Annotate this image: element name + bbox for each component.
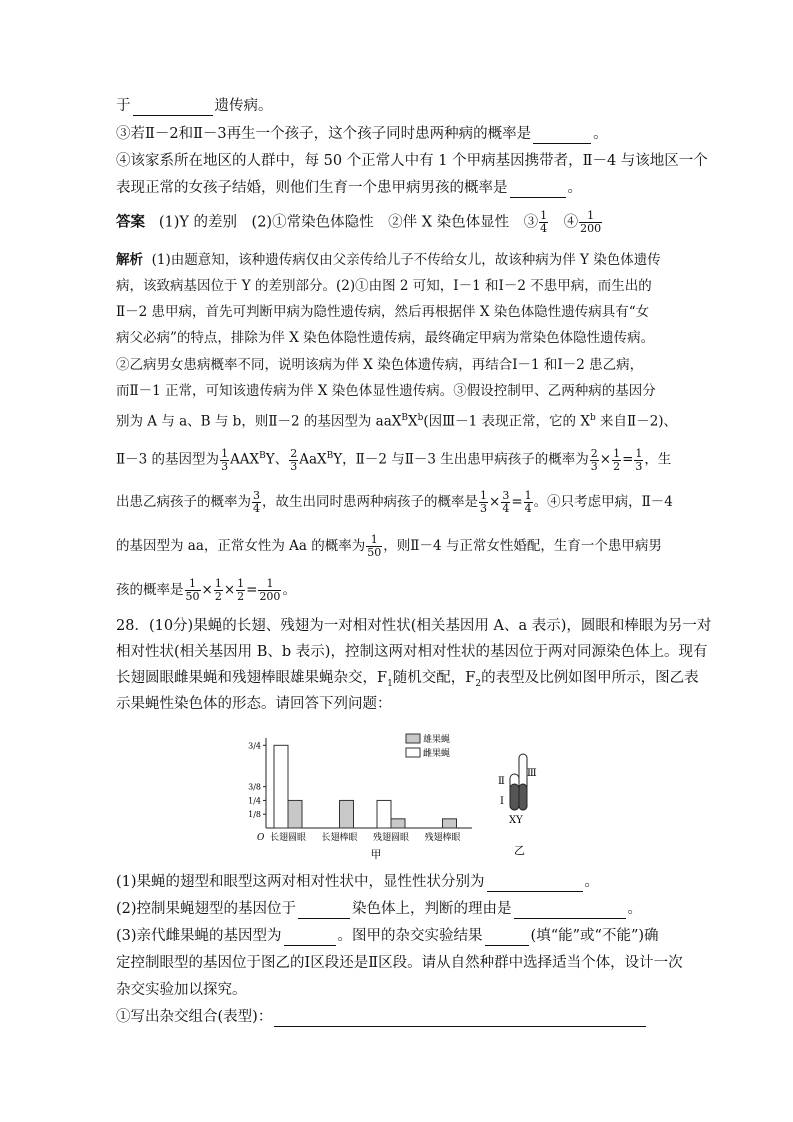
y-tick-label: 3/8 bbox=[248, 782, 261, 792]
xy-label: XY bbox=[509, 815, 523, 826]
figure-b-title: 乙 bbox=[514, 844, 525, 857]
q28-line2: 相对性状(相关基因用 B、b 表示)，控制这两对相对性状的基因位于两对同源染色体上。现有 bbox=[116, 644, 708, 660]
y-tick-label: 1/8 bbox=[248, 810, 261, 820]
legend-swatch bbox=[406, 748, 420, 757]
analysis-line4: 病父必病”的特点，排除为伴 X 染色体隐性遗传病，最终确定甲病为常染色体隐性遗传病。 bbox=[116, 330, 655, 346]
bar-male bbox=[340, 800, 354, 828]
analysis-line11: 孩的概率是 $\frac{1}{50}$ × $\frac{1}{2}$ × $\frac{1}{2}$ = $\frac{1}{200}$ 。 bbox=[116, 577, 296, 603]
segment-II-label: Ⅱ bbox=[498, 776, 505, 787]
analysis-line2: 病，该致病基因位于 Y 的差别部分。(2)①由图 2 可知，Ⅰ－1 和Ⅰ－2 不患甲病，而生出的 bbox=[116, 278, 652, 294]
q28-line4: 示果蝇性染色体的形态。请回答下列问题： bbox=[116, 696, 392, 712]
y-tick-label: 3/4 bbox=[248, 741, 261, 751]
legend-label: 雄果蝇 bbox=[423, 735, 451, 745]
analysis-line3: Ⅱ－2 患甲病，首先可判断甲病为隐性遗传病，然后再根据伴 X 染色体隐性遗传病具有“女 bbox=[116, 304, 650, 320]
analysis-line5: ②乙病男女患病概率不同，说明该病为伴 X 染色体遗传病，再结合Ⅰ－1 和Ⅰ－2 患乙病， bbox=[116, 357, 644, 373]
chromosome-figure bbox=[490, 750, 550, 860]
x-tick-label: 残翅棒眼 bbox=[424, 833, 461, 843]
q28-sub3-line2: 定控制眼型的基因位于图乙的Ⅰ区段还是Ⅱ区段。请从自然种群中选择适当个体，设计一次 bbox=[116, 955, 683, 971]
segment-I-label: Ⅰ bbox=[500, 796, 504, 807]
bar-female bbox=[377, 800, 391, 828]
q27-line3: ④该家系所在地区的人群中，每 50 个正常人中有 1 个甲病基因携带者，Ⅱ－4 与该地区一个 bbox=[116, 153, 708, 169]
x-tick-label: 长翅棒眼 bbox=[321, 833, 358, 843]
analysis-line1: 解析 (1)由题意知，该种遗传病仅由父亲传给儿子不传给女儿，故该种病为伴 Y 染色体遗传 bbox=[116, 252, 661, 268]
analysis-line9: 出患乙病孩子的概率为 $\frac{3}{4}$ ，故生出同时患两种病孩子的概率是 $\frac{1}{3}$ × $\frac{3}{4}$ = $\frac{1}{4}$ 。④只考虑甲病，Ⅱ－4 bbox=[116, 489, 673, 515]
bar-chart bbox=[240, 728, 480, 860]
x-tick-label: 长翅圆眼 bbox=[269, 833, 307, 843]
q28-sub3-line3: 杂交实验加以探究。 bbox=[116, 982, 247, 998]
q28-line1: 28．(10分)果蝇的长翅、残翅为一对相对性状(相关基因用 A、a 表示)，圆眼和棒眼为另一对 bbox=[116, 618, 712, 634]
answer-line: 答案 (1)Y 的差别 (2)①常染色体隐性 ②伴 X 染色体显性 ③ $\frac{1}{4}$ ④ $\frac{1}{200}$ bbox=[116, 209, 602, 235]
x-tick-label: 残翅圆眼 bbox=[372, 833, 410, 843]
y-tick-label: 1/4 bbox=[248, 796, 261, 806]
x-chromosome-homologous bbox=[510, 784, 519, 810]
analysis-line6: 而Ⅱ－1 正常，可知该遗传病为伴 X 染色体显性遗传病。③假设控制甲、乙两种病的基因分 bbox=[116, 383, 656, 399]
legend-swatch bbox=[406, 734, 420, 743]
q28-sub3-line4: ①写出杂交组合(表型)： bbox=[116, 1007, 648, 1027]
q28-sub2: (2)控制果蝇翅型的基因位于 染色体上，判断的理由是 。 bbox=[116, 901, 643, 917]
q28-sub3: (3)亲代雌果蝇的基因型为 。图甲的杂交实验结果 (填“能”或“不能”)确 bbox=[116, 928, 659, 944]
analysis-line7: 别为 A 与 a、B 与 b，则Ⅱ－2 的基因型为 $aaX^BX^b$(因Ⅲ－1 表现正常，它的 $X^b$ 来自Ⅱ－2)、 bbox=[116, 413, 678, 430]
bar-male bbox=[443, 819, 457, 828]
q27-line4: 表现正常的女孩子结婚，则他们生育一个患甲病男孩的概率是 。 bbox=[116, 180, 582, 196]
bar-female bbox=[274, 745, 288, 828]
q28-line3: 长翅圆眼雌果蝇和残翅棒眼雄果蝇杂交，$F_1$随机交配，$F_2$的表型及比例如图甲所示，图乙表 bbox=[116, 670, 699, 689]
y-chromosome-homologous bbox=[519, 784, 527, 810]
origin-label: O bbox=[257, 833, 265, 843]
analysis-line8: Ⅱ－3 的基因型为 $\frac{1}{3}$ $AAX^BY$、 $\frac{2}{3}$ AaX$^B$Y，Ⅱ－2 与Ⅱ－3 生出患甲病孩子的概率为 $\frac{2}{3}$ × $\frac{1}{2}$ = $\frac{1}{3}$ ，生 bbox=[116, 446, 672, 473]
legend-label: 雌果蝇 bbox=[423, 749, 451, 759]
bar-male bbox=[288, 800, 302, 828]
analysis-line10: 的基因型为 aa，正常女性为 Aa 的概率为 $\frac{1}{50}$ ，则Ⅱ－4 与正常女性婚配，生育一个患甲病男 bbox=[116, 533, 662, 559]
bar-male bbox=[391, 819, 405, 828]
chart-title: 甲 bbox=[370, 848, 382, 860]
q27-line2: ③若Ⅱ－2和Ⅱ－3再生一个孩子，这个孩子同时患两种病的概率是 。 bbox=[116, 126, 608, 142]
q27-line1: 于 遗传病。 bbox=[116, 98, 273, 114]
q28-sub1: (1)果蝇的翅型和眼型这两对相对性状中，显性性状分别为 。 bbox=[116, 874, 600, 890]
segment-III-label: Ⅲ bbox=[527, 768, 537, 779]
